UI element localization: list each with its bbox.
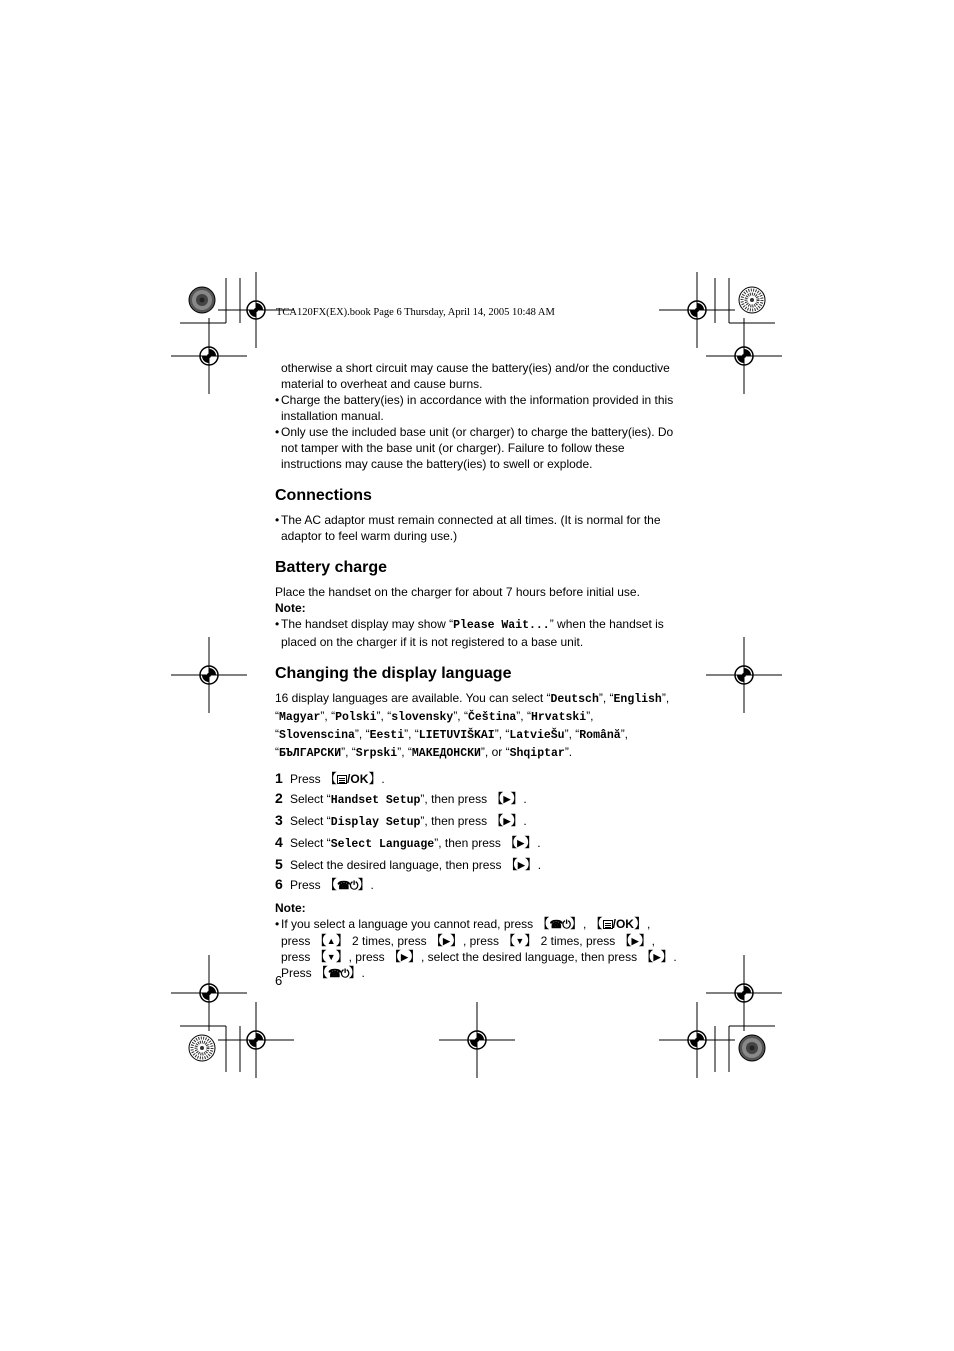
language-option: LatvieŠu [509,729,565,742]
right-arrow-icon: ▶ [503,794,511,804]
language-option: English [613,693,662,706]
bullet-ac-adaptor: • The AC adaptor must remain connected at all times. (It is normal for the adaptor to feel warm during use.) [275,512,679,544]
step-1: 1 Press 【 /OK】. [275,770,385,786]
bullet-charge-info: • Charge the battery(ies) in accordance with the information provided in this installation manual. [275,392,679,424]
color-target-top-left [189,287,215,313]
menu-ok-key: 【 /OK】 [324,771,382,786]
hang-up-power-icon: ☎⏻ [328,968,349,980]
bullet-please-wait: • The handset display may show “Please Wait...” when the handset is placed on the charger if it is not registered to a base unit. [275,616,679,650]
language-option: БЪЛГАРСКИ [279,747,342,760]
right-key: 【▶】 [388,949,421,964]
language-option: МАКЕДОНСКИ [411,747,481,760]
section-title-language: Changing the display language [275,665,512,682]
language-option: Polski [335,711,377,724]
color-target-top-right [739,287,765,313]
color-target-bottom-left [189,1035,215,1061]
step-list [275,770,679,894]
language-option: LIETUVIŠKAI [418,729,495,742]
right-arrow-icon: ▶ [503,816,511,826]
down-key: 【▼】 [502,933,538,948]
right-key: 【▶】 [490,813,524,828]
menu-icon [603,920,613,929]
language-option: Slovenscina [279,729,355,742]
right-arrow-icon: ▶ [517,860,525,870]
display-text: Please Wait... [453,619,550,632]
note-label: Note: [275,601,306,615]
language-option: Čeština [467,711,517,724]
right-key: 【▶】 [490,791,524,806]
section-title-battery: Battery charge [275,559,388,576]
language-option: Română [579,729,621,742]
continuation-line: otherwise a short circuit may cause the battery(ies) and/or the conductive [281,361,670,375]
hang-up-power-icon: ☎⏻ [549,919,570,931]
down-arrow-icon: ▼ [515,936,525,946]
section-title-connections: Connections [275,487,372,504]
language-option: Shqiptar [509,747,565,760]
language-option: Hrvatski [530,711,587,724]
battery-text: Place the handset on the charger for about 7 hours before initial use. [275,585,640,599]
continuation-line: material to overheat and cause burns. [281,377,483,391]
right-key: 【▶】 [504,835,538,850]
menu-ok-key: 【 /OK】 [589,916,647,931]
step-2: 2 Select “Handset Setup”, then press 【▶】. [275,790,527,807]
right-arrow-icon: ▶ [401,952,408,962]
note-label: Note: [275,901,306,915]
page-number: 6 [275,973,283,988]
right-arrow-icon: ▶ [631,936,639,946]
right-arrow-icon: ▶ [517,838,525,848]
down-key: 【▼】 [313,949,349,964]
down-arrow-icon: ▼ [326,952,336,962]
hang-up-power-icon: ☎⏻ [337,880,358,892]
language-option: Deutsch [550,693,599,706]
right-key: 【▶】 [640,949,674,964]
language-option: slovensky [391,711,454,724]
right-arrow-icon: ▶ [443,936,450,946]
up-key: 【▲】 [313,933,349,948]
off-key: 【☎⏻】 [315,965,362,980]
bullet-language-reset: • If you select a language you cannot read, press 【☎⏻】, 【 /OK】, press 【▲】 2 times, press 【▶】, press 【▼】 2 times, press 【▶】, press 【▼】, press 【▶】, select the desired language, then press 【▶】. Press 【☎⏻】. [275,916,679,982]
step-5: 5 Select the desired language, then press 【▶】. [275,856,542,872]
bullet-base-unit: • Only use the included base unit (or charger) to charge the battery(ies). Do not tamper with the base unit (or charger). Failure to follow these instructions may cause the battery(ies) to swell or explode. [275,424,679,472]
right-key: 【▶】 [430,933,463,948]
language-option: Magyar [279,711,321,724]
right-key: 【▶】 [618,933,652,948]
language-option: Eesti [369,729,405,742]
step-4: 4 Select “Select Language”, then press 【▶】. [275,834,541,851]
right-key: 【▶】 [504,857,538,872]
right-arrow-icon: ▶ [653,952,661,962]
book-header: TCA120FX(EX).book Page 6 Thursday, April 14, 2005 10:48 AM [276,307,555,318]
language-option: Srpski [355,747,398,760]
off-key: 【☎⏻】 [324,877,371,892]
menu-icon [337,775,347,784]
step-3: 3 Select “Display Setup”, then press 【▶】. [275,812,527,829]
off-key: 【☎⏻】 [536,916,583,931]
step-6: 6 Press 【☎⏻】. [275,876,374,892]
up-arrow-icon: ▲ [326,936,336,946]
color-target-bottom-right [739,1035,765,1061]
language-list: 16 display languages are available. You can select “Deutsch”, “English”, “Magyar”, “Polski”, “slovensky”, “Čeština”, “Hrvatski”, “Slovenscina”, “Eesti”, “LIETUVIŠKAI”, “LatvieŠu”, “Română”, “БЪЛГАРСКИ”, “Srpski”, “МАКЕДОНСКИ”, or “Shqiptar”. [275,691,670,760]
page-content [275,360,679,982]
